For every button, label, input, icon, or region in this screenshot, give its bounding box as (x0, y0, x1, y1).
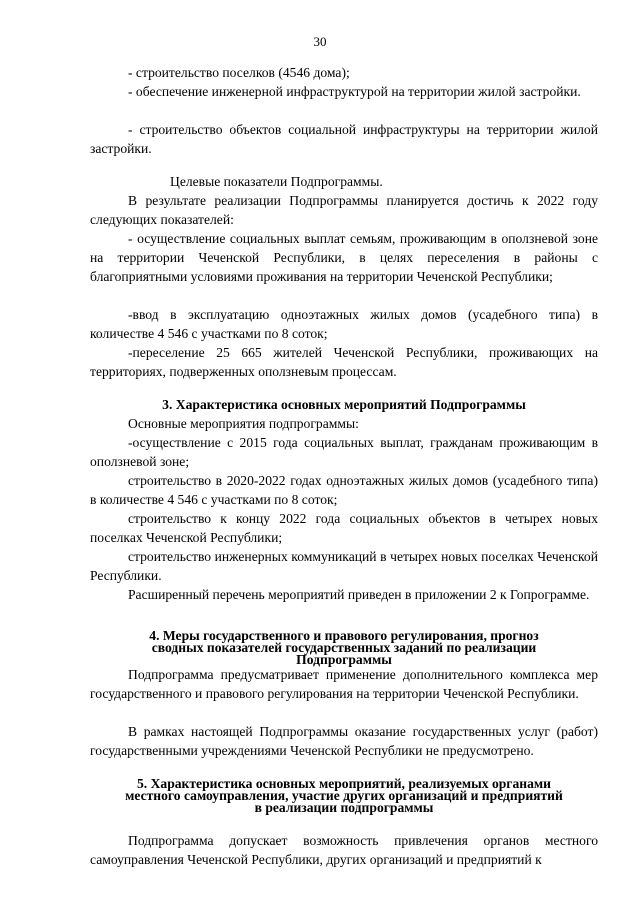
paragraph-state-services: В рамках настоящей Подпрограммы оказание государственных услуг (работ) государственными учреждениями Чеченской Республики не предусмотрено. (90, 724, 598, 758)
paragraph-housing-commissioning: -ввод в эксплуатацию одноэтажных жилых домов (усадебного типа) в количестве 4 546 с участками по 8 соток; (90, 307, 598, 341)
section-3-heading: 3. Характеристика основных мероприятий Подпрограммы (162, 397, 526, 412)
paragraph-resettlement: -переселение 25 665 жителей Чеченской Республики, проживающих на территориях, подверженных оползневым процессам. (90, 345, 598, 379)
paragraph-settlements: - строительство поселков (4546 дома); (128, 65, 350, 80)
paragraph-social-infrastructure: - строительство объектов социальной инфраструктуры на территории жилой застройки. (90, 122, 598, 156)
section-5-heading-line-3: в реализации подпрограммы (254, 800, 434, 815)
paragraph-target-indicators-title: Целевые показатели Подпрограммы. (170, 174, 383, 189)
paragraph-results-intro: В результате реализации Подпрограммы планируется достичь к 2022 году следующих показателей: (90, 193, 598, 227)
paragraph-extended-list: Расширенный перечень мероприятий приведен в приложении 2 к Гопрограмме. (128, 587, 590, 602)
paragraph-activity-utilities: строительство инженерных коммуникаций в четырех новых поселках Чеченской Республики. (90, 549, 598, 583)
section-4-heading-line-2: сводных показателей государственных заданий по реализации (151, 640, 537, 655)
section-5-heading-line-2: местного самоуправления, участие других организаций и предприятий (125, 788, 563, 803)
section-5-heading-line-1: 5. Характеристика основных мероприятий, реализуемых органами (136, 776, 551, 791)
paragraph-local-government-involvement: Подпрограмма допускает возможность привлечения органов местного самоуправления Чеченской Республики, других организаций и предприятий к (90, 833, 598, 867)
paragraph-main-activities-intro: Основные мероприятия подпрограммы: (128, 416, 359, 431)
paragraph-activity-payments: -осуществление с 2015 года социальных выплат, гражданам проживающим в оползневой зоне; (90, 435, 598, 469)
paragraph-regulation-measures: Подпрограмма предусматривает применение дополнительного комплекса мер государственного и правового регулирования на территории Чеченской Республики. (90, 667, 598, 701)
paragraph-social-payments: - осуществление социальных выплат семьям, проживающим в оползневой зоне на территории Чеченской Республики, в целях переселения в районы с благоприятными условиями проживания на территории Чеченской Республики; (90, 231, 598, 284)
section-4-heading-line-3: Подпрограммы (296, 652, 392, 667)
paragraph-activity-social-objects: строительство к концу 2022 года социальных объектов в четырех новых поселках Чеченской Республики; (90, 511, 598, 545)
page-number: 30 (313, 34, 327, 49)
paragraph-activity-housing: строительство в 2020-2022 годах одноэтажных жилых домов (усадебного типа) в количестве 4 546 с участками по 8 соток; (90, 473, 598, 507)
paragraph-engineering-infrastructure: - обеспечение инженерной инфраструктурой на территории жилой застройки. (128, 84, 581, 99)
section-4-heading-line-1: 4. Меры государственного и правового регулирования, прогноз (149, 628, 539, 643)
